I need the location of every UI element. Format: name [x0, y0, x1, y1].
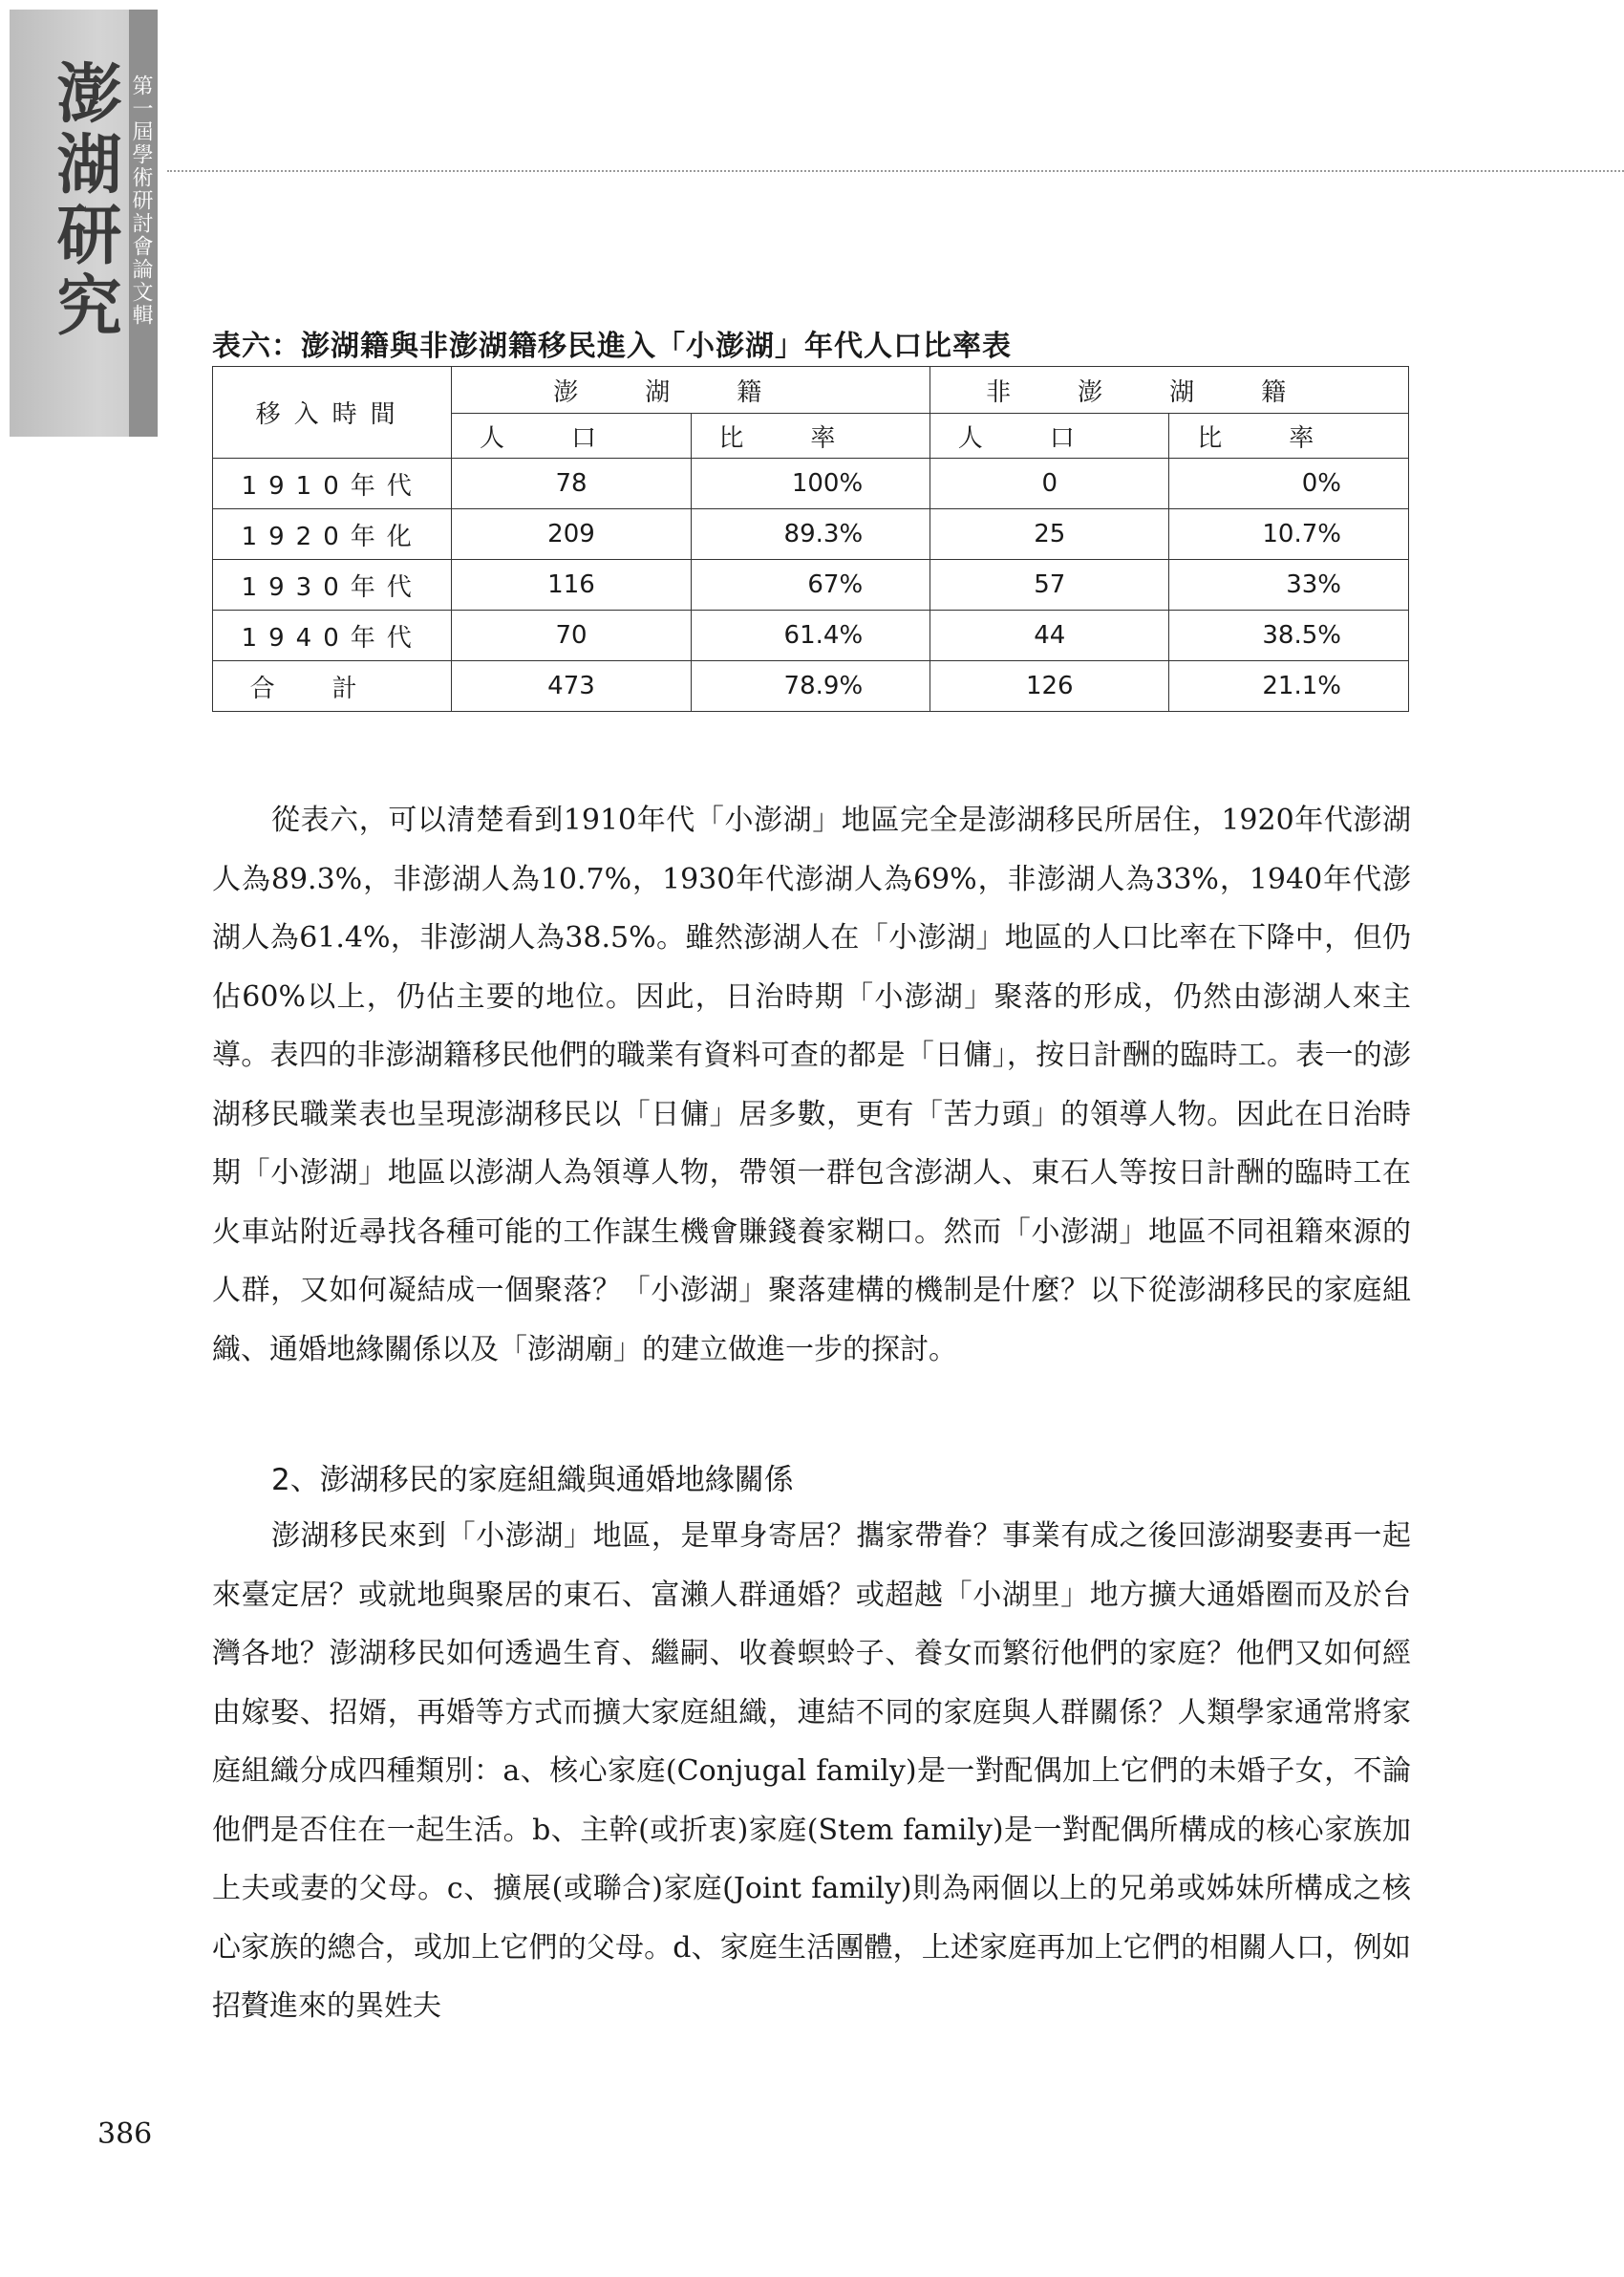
section-heading: 2、澎湖移民的家庭組織與通婚地緣關係 — [271, 1463, 794, 1497]
body-paragraph-1: 從表六，可以清楚看到1910年代「小澎湖」地區完全是澎湖移民所居住，1920年代澎湖人為89.3%，非澎湖人為10.7%，1930年代澎湖人為69%，非澎湖人為33%，1940年代澎湖人為61.4%，非澎湖人為38.5%。雖然澎湖人在「小澎湖」地區的人口比率在下降中，但仍佔60%以上，仍佔主要的地位。因此，日治時期「小澎湖」聚落的形成，仍然由澎湖人來主導。表四的非澎湖籍移民他們的職業有資料可查的都是「日傭」，按日計酬的臨時工。表一的澎湖移民職業表也呈現澎湖移民以「日傭」居多數，更有「苦力頭」的領導人物。因此在日治時期「小澎湖」地區以澎湖人為領導人物，帶領一群包含澎湖人、東石人等按日計酬的臨時工在火車站附近尋找各種可能的工作謀生機會賺錢養家糊口。然而「小澎湖」地區不同祖籍來源的人群，又如何凝結成一個聚落？「小澎湖」聚落建構的機制是什麼？以下從澎湖移民的家庭組織、通婚地緣關係以及「澎湖廟」的建立做進一步的探討。 — [212, 804, 1411, 1366]
row-penghu-ratio: 100% — [691, 459, 930, 509]
row-penghu-ratio: 61.4% — [691, 611, 930, 661]
row-non-ratio: 21.1% — [1169, 661, 1409, 712]
table-header-row — [213, 367, 1409, 414]
row-non-ratio: 38.5% — [1169, 611, 1409, 661]
body-paragraph-2: 澎湖移民來到「小澎湖」地區，是單身寄居？攜家帶眷？事業有成之後回澎湖娶妻再一起來臺定居？或就地與聚居的東石、富瀨人群通婚？或超越「小湖里」地方擴大通婚圈而及於台灣各地？澎湖移民如何透過生育、繼嗣、收養螟蛉子、養女而繁衍他們的家庭？他們又如何經由嫁娶、招婿，再婚等方式而擴大家庭組織，連結不同的家庭與人群關係？人類學家通常將家庭組織分成四種類別：a、核心家庭(Conjugal family)是一對配偶加上它們的未婚子女，不論他們是否住在一起生活。b、主幹(或折衷)家庭(Stem family)是一對配偶所構成的核心家族加上夫或妻的父母。c、擴展(或聯合)家庭(Joint family)則為兩個以上的兄弟或姊妹所構成之核心家族的總合，或加上它們的父母。d、家庭生活團體，上述家庭再加上它們的相關人口，例如招贅進來的異姓夫 — [212, 1519, 1411, 2023]
table-row — [213, 611, 1409, 661]
journal-title: 澎湖研究 — [46, 59, 122, 342]
row-penghu-population: 473 — [452, 661, 691, 712]
row-penghu-population: 70 — [452, 611, 691, 661]
row-non-ratio: 10.7% — [1169, 509, 1409, 560]
row-penghu-population: 116 — [452, 560, 691, 611]
row-penghu-ratio: 78.9% — [691, 661, 930, 712]
row-non-population: 0 — [930, 459, 1169, 509]
table-total-row — [213, 661, 1409, 712]
row-penghu-ratio: 67% — [691, 560, 930, 611]
subheader-non-ratio: 比率 — [1169, 414, 1409, 459]
header-non-penghu: 非澎湖籍 — [930, 367, 1409, 414]
page-number: 386 — [97, 2117, 153, 2151]
row-non-population: 126 — [930, 661, 1169, 712]
row-period: 1910年代 — [213, 459, 452, 509]
header-penghu: 澎湖籍 — [452, 367, 930, 414]
row-non-ratio: 0% — [1169, 459, 1409, 509]
table-caption: 表六：澎湖籍與非澎湖籍移民進入「小澎湖」年代人口比率表 — [212, 330, 1012, 363]
subheader-penghu-population: 人口 — [452, 414, 691, 459]
row-non-population: 57 — [930, 560, 1169, 611]
table-row — [213, 560, 1409, 611]
header-period: 移入時間 — [213, 367, 452, 459]
table-row — [213, 509, 1409, 560]
journal-subtitle: 第一屆學術研討會論文輯 — [129, 75, 153, 327]
row-period: 1930年代 — [213, 560, 452, 611]
row-penghu-ratio: 89.3% — [691, 509, 930, 560]
subheader-penghu-ratio: 比率 — [691, 414, 930, 459]
population-ratio-table — [212, 366, 1409, 712]
row-penghu-population: 78 — [452, 459, 691, 509]
row-penghu-population: 209 — [452, 509, 691, 560]
row-non-population: 25 — [930, 509, 1169, 560]
table-row — [213, 459, 1409, 509]
row-non-population: 44 — [930, 611, 1169, 661]
header-dotted-rule — [167, 170, 1624, 172]
subheader-non-population: 人口 — [930, 414, 1169, 459]
row-period: 1940年代 — [213, 611, 452, 661]
row-non-ratio: 33% — [1169, 560, 1409, 611]
row-period: 1920年化 — [213, 509, 452, 560]
row-period: 合計 — [213, 661, 452, 712]
